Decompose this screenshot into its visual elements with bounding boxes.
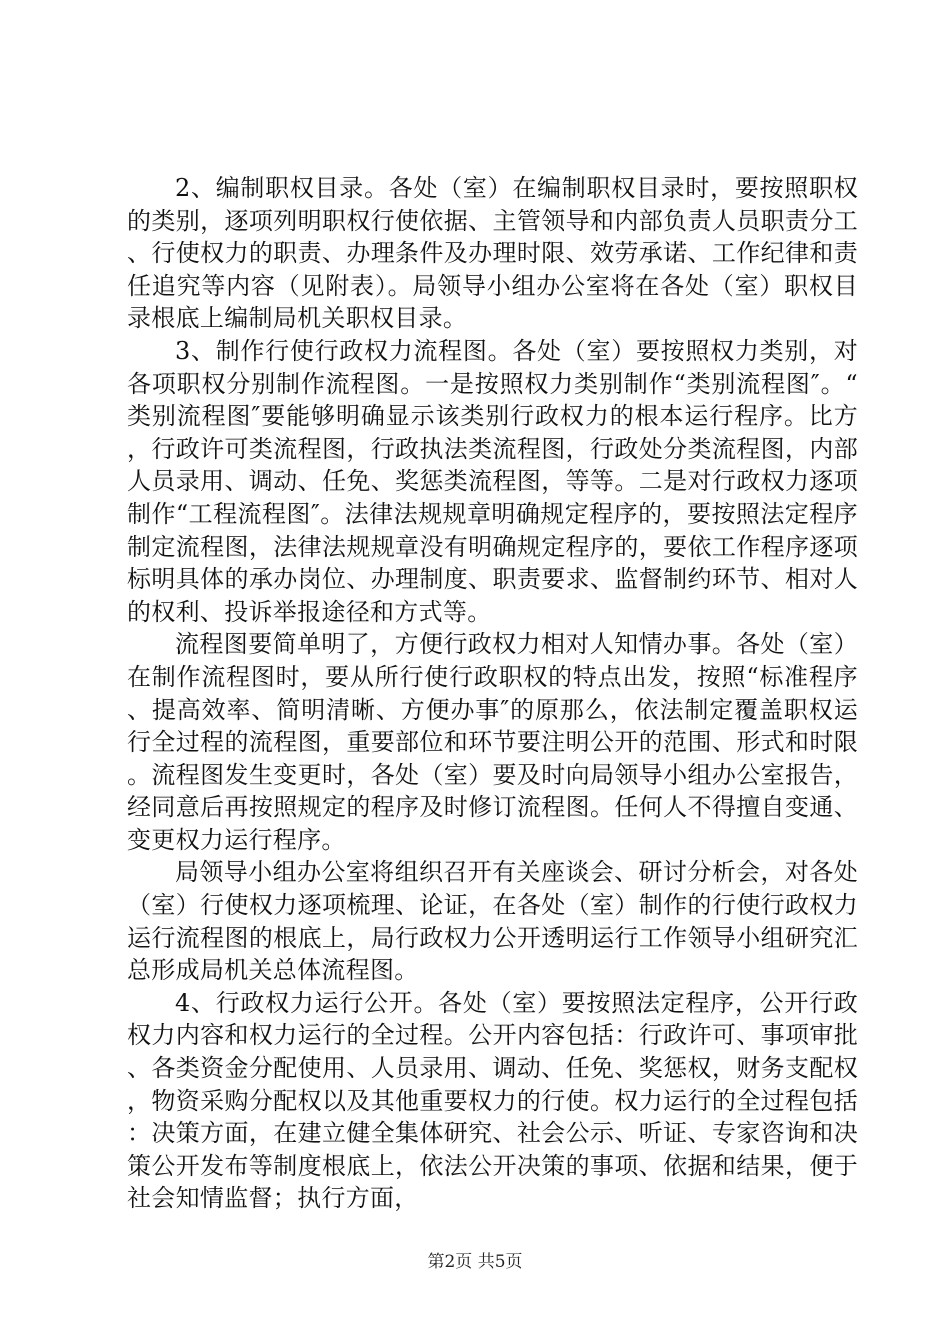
paragraph-flowchart-requirements: 流程图要简单明了，方便行政权力相对人知情办事。各处（室）在制作流程图时，要从所行使行政职权的特点出发，按照“标准程序、提高效率、简明清晰、方便办事″的原那么，依法制定覆盖职权运行全过程的流程图，重要部位和环节要注明公开的范围、形式和时限。流程图发生变更时，各处（室）要及时向局领导小组办公室报告，经同意后再按照规定的程序及时修订流程图。任何人不得擅自变通、变更权力运行程序。 bbox=[127, 630, 858, 854]
paragraph-power-operation-disclosure: 4、行政权力运行公开。各处（室）要按照法定程序，公开行政权力内容和权力运行的全过程。公开内容包括：行政许可、事项审批、各类资金分配使用、人员录用、调动、任免、奖惩权，财务支配权，物资采购分配权以及其他重要权力的行使。权力运行的全过程包括：决策方面，在建立健全集体研究、社会公示、听证、专家咨询和决策公开发布等制度根底上，依法公开决策的事项、依据和结果，便于社会知情监督；执行方面， bbox=[127, 988, 858, 1213]
page-number-footer: 第2页 共5页 bbox=[427, 1252, 523, 1272]
paragraph-overall-flowchart: 局领导小组办公室将组织召开有关座谈会、研讨分析会，对各处（室）行使权力逐项梳理、论证，在各处（室）制作的行使行政权力运行流程图的根底上，局行政权力公开透明运行工作领导小组研究汇总形成局机关总体流程图。 bbox=[127, 858, 858, 985]
paragraph-flowchart-production: 3、制作行使行政权力流程图。各处（室）要按照权力类别，对各项职权分别制作流程图。一是按照权力类别制作“类别流程图″。“类别流程图″要能够明确显示该类别行政权力的根本运行程序。比方，行政许可类流程图，行政执法类流程图，行政处分类流程图，内部人员录用、调动、任免、奖惩类流程图，等等。二是对行政权力逐项制作“工程流程图″。法律法规规章明确规定程序的，要按照法定程序制定流程图，法律法规规章没有明确规定程序的，要依工作程序逐项标明具体的承办岗位、办理制度、职责要求、监督制约环节、相对人的权利、投诉举报途径和方式等。 bbox=[127, 336, 858, 626]
paragraph-compile-authority-catalog: 2、编制职权目录。各处（室）在编制职权目录时，要按照职权的类别，逐项列明职权行使依据、主管领导和内部负责人员职责分工、行使权力的职责、办理条件及办理时限、效劳承诺、工作纪律和责任追究等内容（见附表）。局领导小组办公室将在各处（室）职权目录根底上编制局机关职权目录。 bbox=[127, 174, 858, 333]
document-body bbox=[127, 172, 858, 1215]
